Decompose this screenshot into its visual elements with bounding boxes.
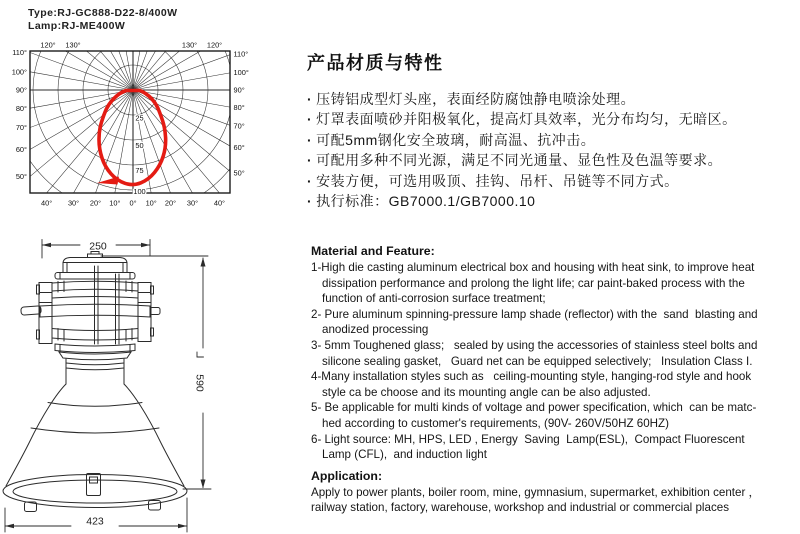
feature-line: Lamp (CFL), and induction light (322, 448, 487, 462)
svg-text:75: 75 (135, 166, 144, 175)
feature-line: hed according to customer's requirements, (90V- 260V/50HZ 60HZ) (322, 416, 669, 430)
svg-text:120°: 120° (40, 40, 56, 50)
feature-line: 6- Light source: MH, HPS, LED , Energy Saving Lamp(ESL), Compact Fluorescent (311, 432, 745, 446)
svg-text:0°: 0° (129, 198, 137, 208)
svg-text:30°: 30° (186, 198, 199, 208)
feature-line: dissipation performance and prolong the light life; car paint-baked process with the (322, 276, 745, 290)
feature-line: 5- Be applicable for multi kinds of voltage and power specification, which can be matc- (311, 401, 757, 415)
svg-text:120°: 120° (206, 40, 223, 50)
bullet-dot: · (307, 131, 313, 148)
cn-bullet: · 可配用多种不同光源，满足不同光通量、显色性及色温等要求。 (307, 150, 737, 170)
photometric-polar-chart (0, 0, 270, 216)
cn-bullet: · 执行标准：GB7000.1/GB7000.10 (307, 191, 737, 211)
application-line: railway station, factory, warehouse, workshop and industrial or commercial places (311, 501, 729, 515)
svg-text:80°: 80° (233, 103, 245, 113)
dim-height-label: 590 (193, 374, 206, 392)
application-heading: Application: (311, 468, 383, 483)
svg-text:90°: 90° (233, 85, 245, 95)
feature-line: 4-Many installation styles such as ceiling-mounting style, hanging-rod style and hook (311, 370, 752, 384)
feature-line: 1-High die casting aluminum electrical box and housing with heat sink, to improve heat (311, 261, 755, 274)
cn-bullet: · 压铸铝成型灯头座，表面经防腐蚀静电喷涂处理。 (307, 89, 737, 109)
lamp-line-art (3, 240, 211, 533)
svg-text:50°: 50° (15, 172, 27, 182)
svg-text:10°: 10° (145, 198, 157, 208)
svg-text:10°: 10° (109, 198, 121, 208)
svg-text:100°: 100° (233, 68, 249, 78)
lamp-neck (59, 352, 131, 384)
dim-height-lines (101, 256, 211, 489)
en-features-section (311, 243, 760, 516)
svg-text:60°: 60° (15, 145, 27, 155)
dim-top-width-label: 250 (89, 240, 107, 253)
feature-line: anodized processing (322, 323, 429, 337)
svg-text:110°: 110° (233, 49, 249, 59)
svg-text:100: 100 (133, 186, 146, 196)
bullet-dot: · (307, 111, 313, 128)
bullet-dot: · (307, 193, 313, 210)
svg-text:110°: 110° (12, 48, 27, 58)
svg-text:30°: 30° (67, 198, 80, 208)
svg-text:40°: 40° (40, 198, 53, 208)
svg-text:80°: 80° (15, 103, 27, 113)
lamp-technical-drawing (0, 238, 270, 534)
cn-bullet: · 灯罩表面喷砂并阳极氧化，提高灯具效率，光分布均匀，无暗区。 (307, 109, 737, 129)
feature-line: silicone sealing gasket, Guard net can be equipped selectively; Insulation Class I. (322, 354, 753, 368)
bullet-dot: · (307, 172, 313, 189)
cn-bullet: · 安装方便，可选用吸顶、挂钩、吊杆、吊链等不同方式。 (307, 171, 737, 191)
dim-bottom-width-label: 423 (86, 515, 104, 528)
lamp-line: Lamp:RJ-ME400W (28, 20, 126, 32)
cn-features-section (307, 52, 737, 211)
cn-section-title: 产品材质与特性 (307, 53, 444, 73)
svg-text:70°: 70° (15, 123, 27, 133)
feature-line: function of anti-corrosion surface treatment; (322, 292, 546, 306)
cn-bullet-list (307, 89, 737, 211)
svg-text:130°: 130° (181, 40, 198, 50)
bullet-dot: · (307, 152, 313, 169)
lamp-shade (6, 384, 184, 486)
svg-text:50°: 50° (233, 168, 245, 178)
type-line: Type:RJ-GC888-D22-8/400W (28, 7, 178, 19)
svg-text:90°: 90° (15, 85, 27, 95)
svg-text:130°: 130° (65, 40, 81, 50)
material-feature-heading: Material and Feature: (311, 244, 435, 258)
feature-line: 3- 5mm Toughened glass; sealed by using the accessories of stainless steel bolts and (311, 338, 758, 352)
lamp-rim (3, 474, 187, 512)
feature-line: style ca be choose and its mounting angle can be also adjusted. (322, 385, 651, 399)
svg-text:60°: 60° (233, 142, 245, 152)
svg-text:50: 50 (135, 141, 144, 150)
cn-bullet: · 可配5mm钢化安全玻璃，耐高温、抗冲击。 (307, 130, 737, 150)
svg-text:25: 25 (135, 113, 144, 123)
intensity-curve (99, 91, 166, 185)
svg-text:40°: 40° (213, 198, 226, 208)
svg-text:70°: 70° (233, 121, 245, 131)
svg-text:20°: 20° (89, 198, 102, 208)
feature-line: 2- Pure aluminum spinning-pressure lamp shade (reflector) with the sand blasting and (311, 307, 758, 321)
application-line: Apply to power plants, boiler room, mine, gymnasium, supermarket, exhibition center ， (311, 485, 761, 499)
svg-text:100°: 100° (11, 67, 27, 77)
svg-text:20°: 20° (164, 198, 177, 208)
bullet-dot: · (307, 91, 313, 107)
